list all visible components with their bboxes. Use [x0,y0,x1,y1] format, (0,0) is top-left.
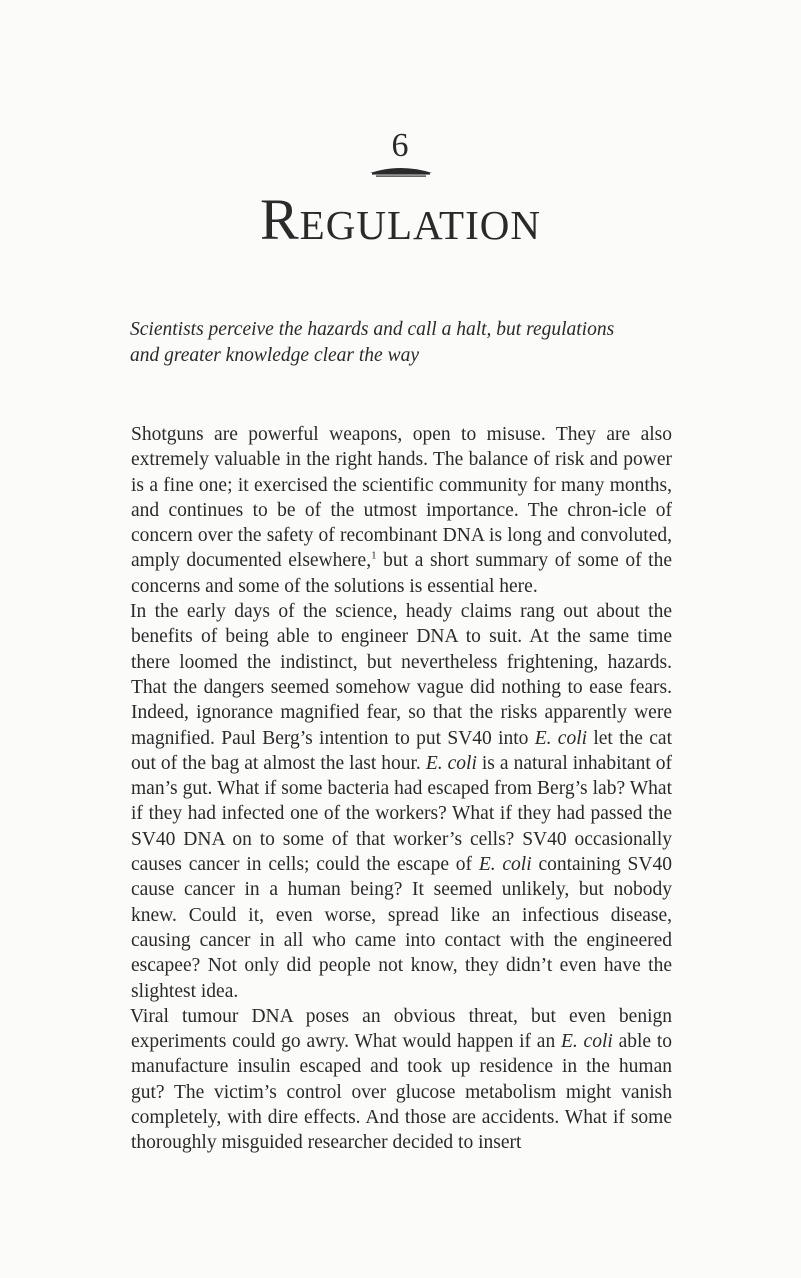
species-name: E. coli [425,752,477,774]
chapter-title: Regulation [260,187,541,252]
chapter-epigraph [130,317,690,369]
paragraph-1 [131,422,672,599]
body-text [131,422,672,1156]
paragraph-2-text-d: containing SV40 cause cancer in a human being? It seemed unlikely, but nobody knew. Could it, even worse, spread like an infectious disease, causing cancer in all who came into contact with the engineered escapee? Not only did people not know, they didn’t even have the slightest idea. [131,854,672,1002]
paragraph-1-text-b: but a short summary of some of the concerns and some of the solutions is essential here. [131,550,672,597]
chapter-ornament-icon [368,164,434,178]
epigraph-line-1: Scientists perceive the hazards and call a halt, but regulations [130,319,615,340]
paragraph-3-text-b: able to manufacture insulin escaped and took up residence in the human gut? The victim’s control over glucose metabolism might vanish completely, with dire effects. And those are accidents. What if some thoroughly misguided researcher decided to insert [131,1031,672,1154]
footnote-ref: 1 [371,549,377,562]
paragraph-2 [131,599,672,1004]
paragraph-2-text-b: let the cat out of the bag at almost the last hour. [131,727,672,774]
chapter-number: 6 [391,127,410,164]
species-name: E. coli [478,854,532,876]
paragraph-3 [131,1004,672,1156]
paragraph-2-text-c: is a natural inhabitant of man’s gut. What if some bacteria had escaped from Berg’s lab? What if they had infected one of the workers? What if they had passed the SV40 DNA on to some of that worker’s cells? SV40 occasionally causes cancer in cells; could the escape of [131,752,672,876]
species-name: E. coli [534,727,588,749]
paragraph-1-text-a: Shotguns are powerful weapons, open to misuse. They are also extremely valuable in the right hands. The balance of risk and power is a fine one; it exercised the scientific community for many months, and continues to be of the utmost importance. The chron-icle of concern over the safety of recombinant DNA is long and convoluted, amply documented elsewhere, [131,424,672,572]
paragraph-3-text-a: Viral tumour DNA poses an obvious threat, but even benign experiments could go awry. What would happen if an [130,1005,672,1053]
paragraph-2-text-a: In the early days of the science, heady claims rang out about the benefits of being able to engineer DNA to suit. At the same time there loomed the indistinct, but nevertheless frightening, hazards. That the dangers seemed somehow vague did nothing to ease fears. Indeed, ignorance magnified fear, so that the risks apparently were magnified. Paul Berg’s intention to put SV40 into [130,601,672,749]
epigraph-line-2: and greater knowledge clear the way [130,345,419,366]
species-name: E. coli [560,1031,613,1053]
